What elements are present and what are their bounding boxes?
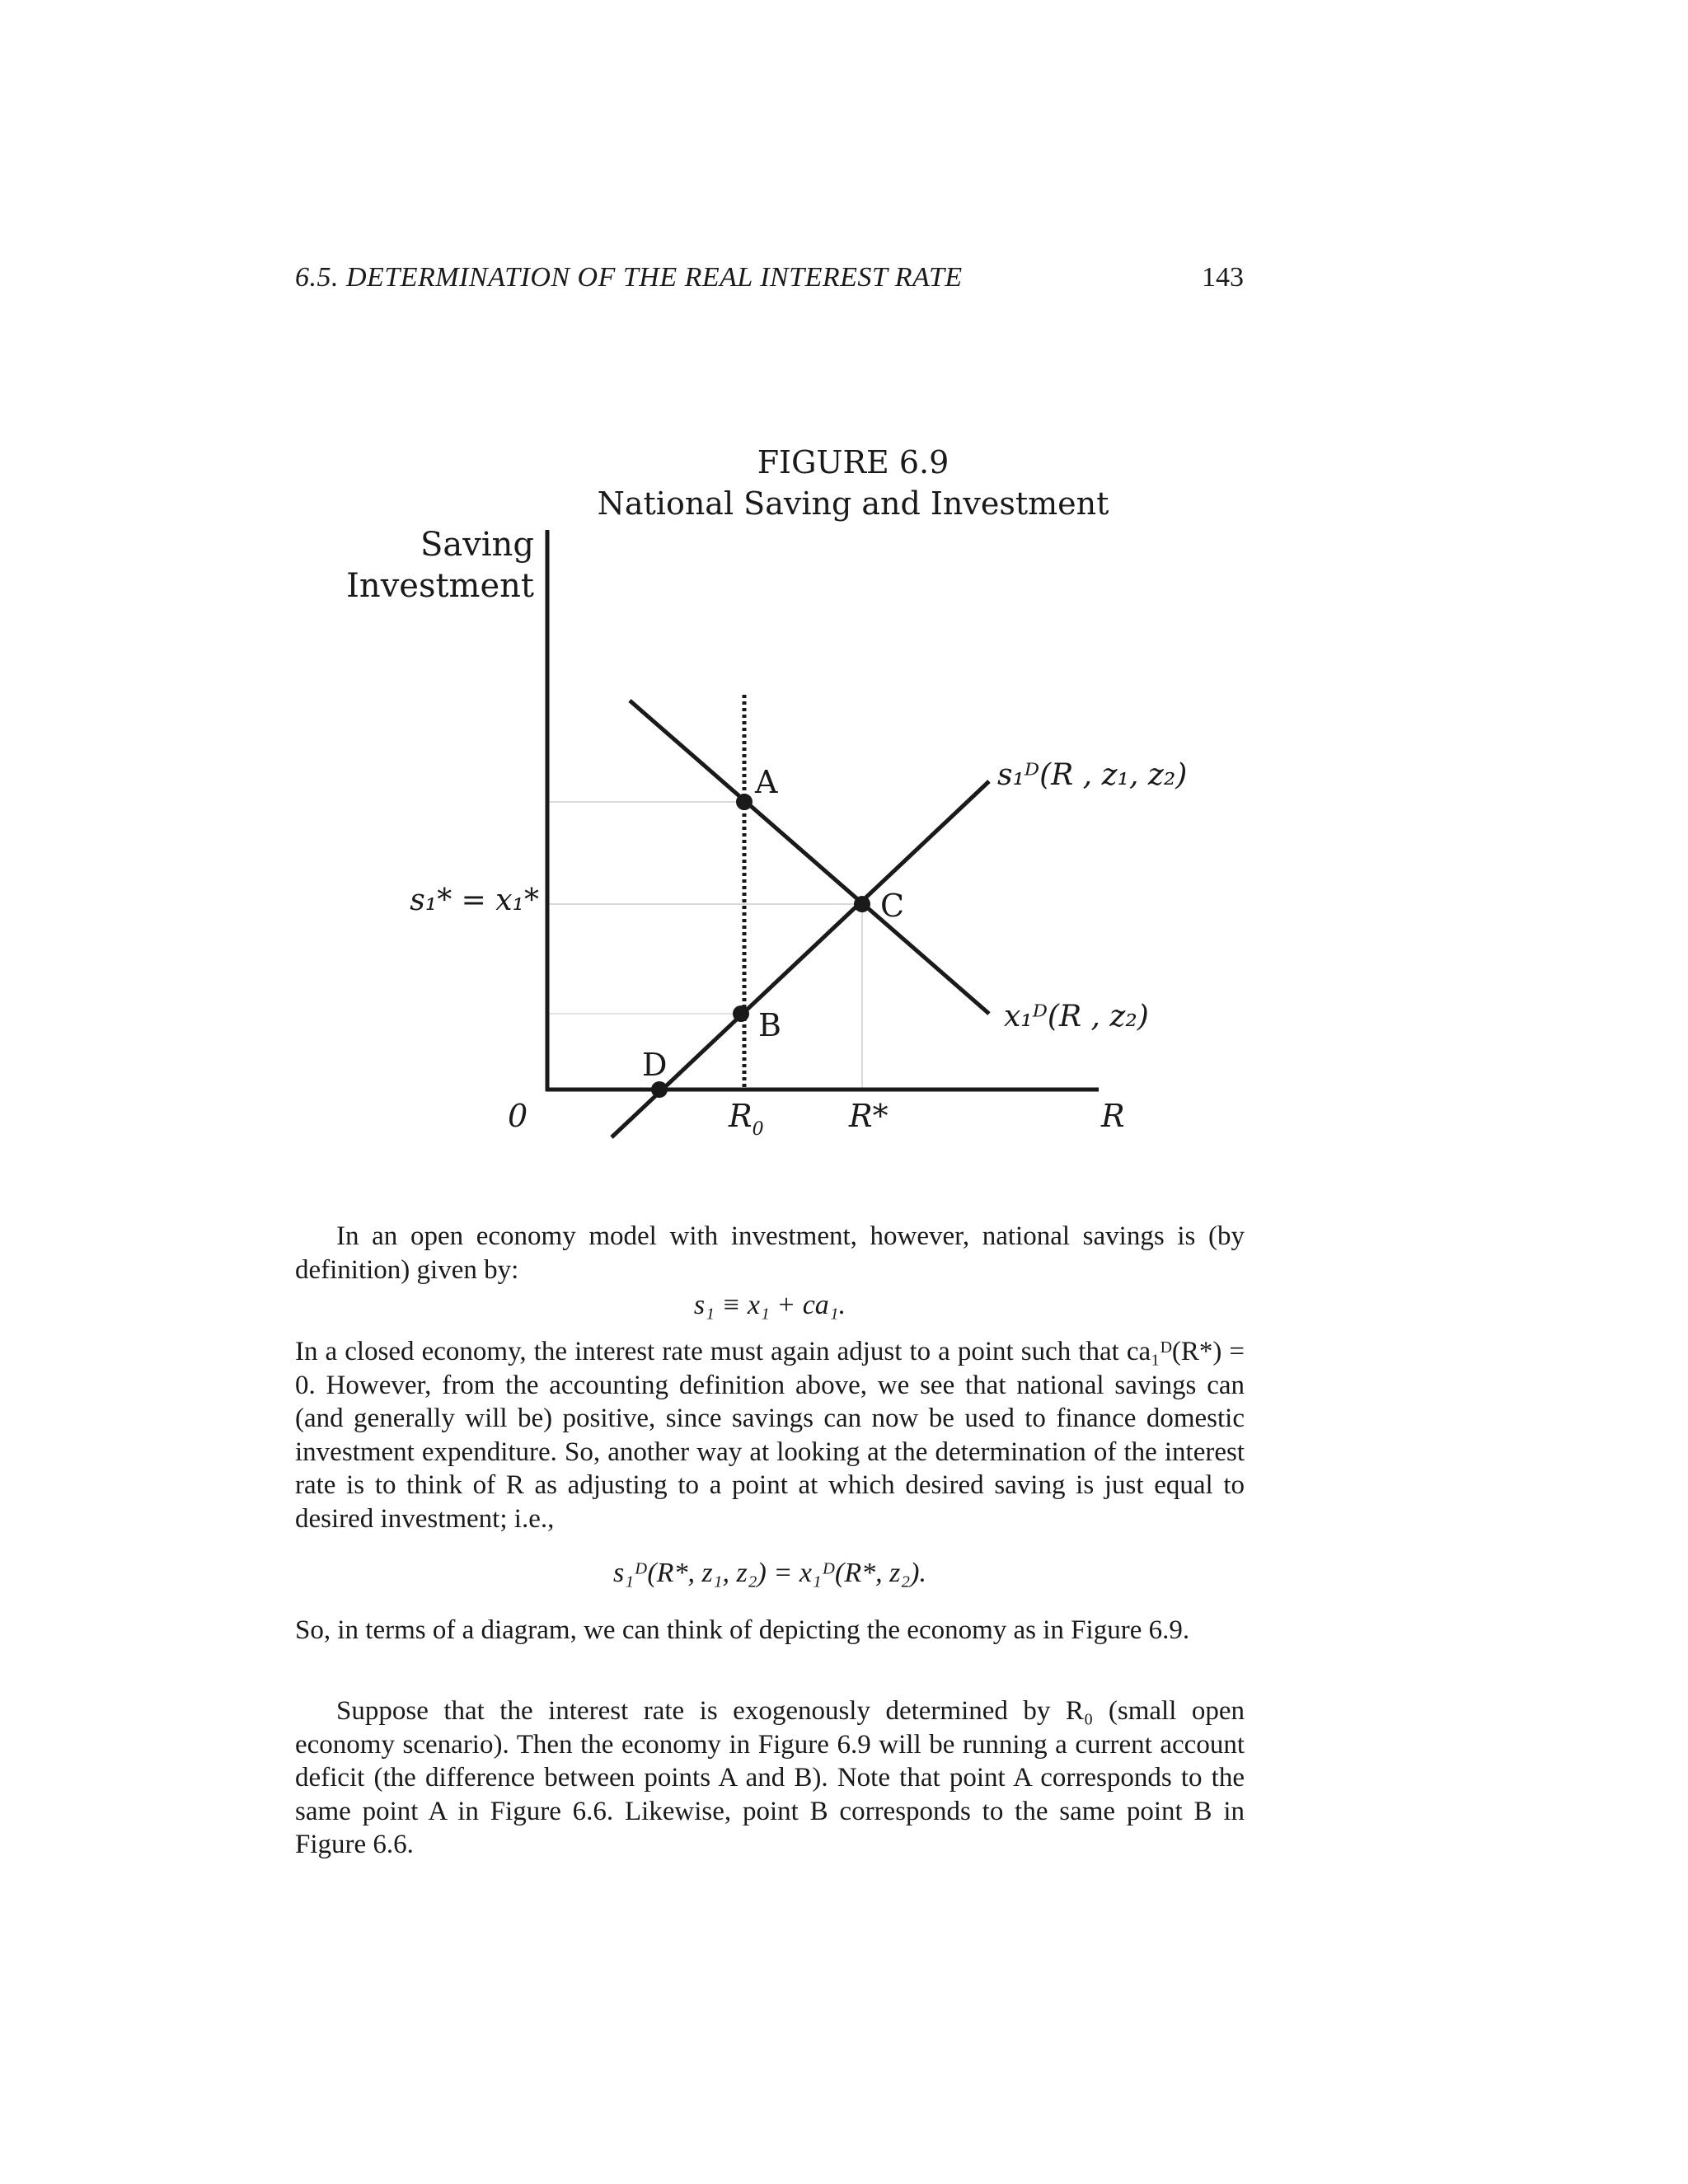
origin-label: 0: [508, 1098, 528, 1134]
figure-number: FIGURE 6.9: [757, 444, 950, 480]
paragraph-2: In a closed economy, the interest rate must again adjust to a point such that ca₁ᴰ(R*) = 0. However, from the accounting definition above, we see that national savings can (and generally will be) positive, since savings can now be used to finance domestic investment expenditure. So, another way at looking at the determination of the interest rate is to think of R as adjusting to a point at which desired saving is just equal to desired investment; i.e.,: [295, 1337, 1245, 1534]
paragraph-1: In an open economy model with investment, however, national savings is (by definition) given by:: [295, 1221, 1245, 1285]
point-a-label: A: [755, 764, 778, 800]
savings-curve: [612, 781, 989, 1137]
investment-curve-label: x₁ᴰ(R , z₂): [1004, 1000, 1149, 1033]
equilibrium-label: s₁* = x₁*: [410, 883, 539, 917]
page-number: 143: [1202, 262, 1244, 293]
investment-curve: [630, 701, 989, 1014]
y-axis-label-saving: Saving: [420, 526, 534, 564]
paragraph-3: So, in terms of a diagram, we can think of depicting the economy as in Figure 6.9.: [295, 1615, 1190, 1645]
point-a-marker: [736, 794, 753, 810]
figure-caption: National Saving and Investment: [597, 485, 1109, 522]
equation-2: s₁ᴰ(R*, z₁, z₂) = x₁ᴰ(R*, z₂).: [613, 1558, 926, 1588]
savings-curve-label: s₁ᴰ(R , z₁, z₂): [997, 758, 1188, 792]
point-b-label: B: [758, 1007, 781, 1043]
point-c-label: C: [880, 888, 905, 924]
point-b-marker: [733, 1005, 749, 1022]
point-d-marker: [651, 1081, 668, 1098]
y-axis-label-investment: Investment: [346, 567, 534, 605]
paragraph-4: Suppose that the interest rate is exogenously determined by R₀ (small open economy scenario). Then the economy in Figure 6.9 will be running a current account deficit (the difference between points A and B). Note that point A corresponds to the same point A in Figure 6.6. Likewise, point B corresponds to the same point B in Figure 6.6.: [295, 1696, 1245, 1859]
r0-label: $R_0$: [729, 1098, 764, 1140]
equation-1: s₁ ≡ x₁ + ca₁.: [693, 1290, 846, 1320]
running-header-title: 6.5. DETERMINATION OF THE REAL INTEREST RATE: [295, 262, 963, 293]
point-d-label: D: [642, 1047, 668, 1083]
rstar-label: R*: [849, 1098, 889, 1134]
x-axis-label: R: [1101, 1098, 1125, 1134]
point-c-marker: [854, 896, 870, 912]
